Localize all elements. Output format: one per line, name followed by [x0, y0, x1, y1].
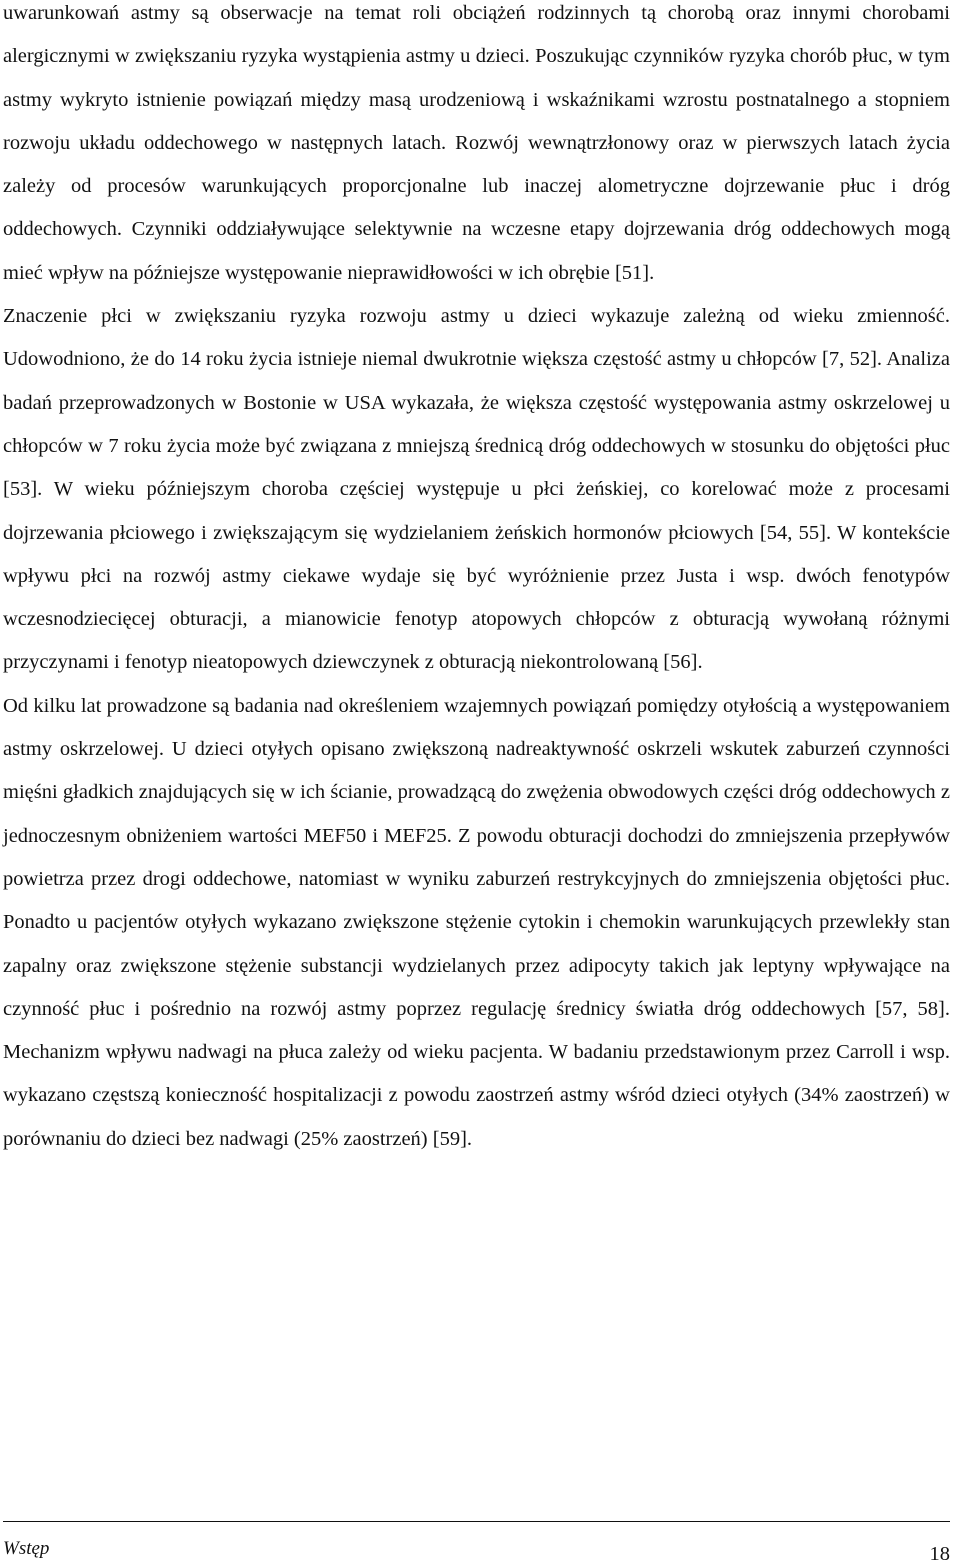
footer-section-label: Wstęp: [3, 1538, 50, 1559]
paragraph-sex-differences: Znaczenie płci w zwiększaniu ryzyka rozwoju astmy u dzieci wykazuje zależną od wieku zmienność. Udowodniono, że do 14 roku życia istnieje niemal dwukrotnie większa częstość astmy u chłopców [7, 52]. Analiza badań przeprowadzonych w Bostonie w USA wykazała, że większa częstość występowania astmy oskrzelowej u chłopców w 7 roku życia może być związana z mniejszą średnicą dróg oddechowych w stosunku do objętości płuc [53]. W wieku późniejszym choroba częściej występuje u płci żeńskiej, co korelować może z procesami dojrzewania płciowego i zwiększającym się wydzielaniem żeńskich hormonów płciowych [54, 55]. W kontekście wpływu płci na rozwój astmy ciekawe wydaje się być wyróżnienie przez Justa i wsp. dwóch fenotypów wczesnodziecięcej obturacji, a mianowicie fenotyp atopowych chłopców z obturacją wywołaną różnymi przyczynami i fenotyp nieatopowych dziewczynek z obturacją niekontrolowaną [56].: [3, 305, 950, 674]
footer-divider: [3, 1521, 950, 1522]
paragraph-risk-factors: uwarunkowań astmy są obserwacje na temat roli obciążeń rodzinnych tą chorobą oraz innymi chorobami alergicznymi w zwiększaniu ryzyka wystąpienia astmy u dzieci. Poszukując czynników ryzyka chorób płuc, w tym astmy wykryto istnienie powiązań między masą urodzeniową i wskaźnikami wzrostu postnatalnego a stopniem rozwoju układu oddechowego w następnych latach. Rozwój wewnątrzłonowy oraz w pierwszych latach życia zależy od procesów warunkujących proporcjonalne lub inaczej alometryczne dojrzewanie płuc i dróg oddechowych. Czynniki oddziaływujące selektywnie na wczesne etapy dojrzewania dróg oddechowych mogą mieć wpływ na późniejsze występowanie nieprawidłowości w ich obrębie [51].: [3, 2, 950, 284]
page-number: 18: [929, 1543, 950, 1565]
body-text: [3, 0, 950, 1161]
paragraph-obesity: Od kilku lat prowadzone są badania nad określeniem wzajemnych powiązań pomiędzy otyłością a występowaniem astmy oskrzelowej. U dzieci otyłych opisano zwiększoną nadreaktywność oskrzeli wskutek zaburzeń czynności mięśni gładkich znajdujących się w ich ścianie, prowadzącą do zwężenia obwodowych części dróg oddechowych z jednoczesnym obniżeniem wartości MEF50 i MEF25. Z powodu obturacji dochodzi do zmniejszenia przepływów powietrza przez drogi oddechowe, natomiast w wyniku zaburzeń restrykcyjnych do zmniejszenia objętości płuc. Ponadto u pacjentów otyłych wykazano zwiększone stężenie cytokin i chemokin warunkujących przewlekły stan zapalny oraz zwiększone stężenie substancji wydzielanych przez adipocyty takich jak leptyny wpływające na czynność płuc i pośrednio na rozwój astmy poprzez regulację średnicy światła dróg oddechowych [57, 58]. Mechanizm wpływu nadwagi na płuca zależy od wieku pacjenta. W badaniu przedstawionym przez Carroll i wsp. wykazano częstszą konieczność hospitalizacji z powodu zaostrzeń astmy wśród dzieci otyłych (34% zaostrzeń) w porównaniu do dzieci bez nadwagi (25% zaostrzeń) [59].: [3, 694, 950, 1150]
